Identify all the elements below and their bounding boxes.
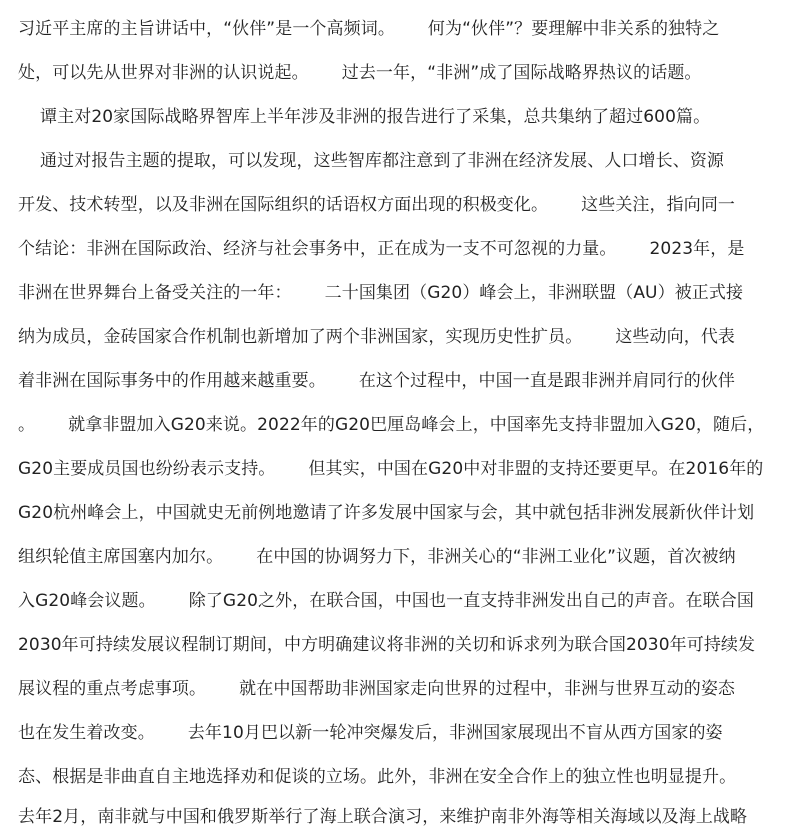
- text-line: 组织轮值主席国塞内加尔。 在中国的协调努力下，非洲关心的“非洲工业化”议题，首次被纳: [18, 547, 736, 567]
- text-line: 2030年可持续发展议程制订期间，中方明确建议将非洲的关切和诉求列为联合国2030年可持续发: [18, 635, 756, 655]
- text-line: 入G20峰会议题。 除了G20之外，在联合国，中国也一直支持非洲发出自己的声音。在联合国: [18, 591, 754, 611]
- text-line: 。 就拿非盟加入G20来说。2022年的G20巴厘岛峰会上，中国率先支持非盟加入G20，随后，: [18, 415, 765, 435]
- text-line: 纳为成员，金砖国家合作机制也新增加了两个非洲国家，实现历史性扩员。 这些动向，代表: [18, 327, 736, 347]
- text-line: G20杭州峰会上，中国就史无前例地邀请了许多发展中国家与会，其中就包括非洲发展新伙伴计划: [18, 503, 755, 523]
- text-line: 着非洲在国际事务中的作用越来越重要。 在这个过程中，中国一直是跟非洲并肩同行的伙伴: [18, 371, 736, 391]
- text-line: 习近平主席的主旨讲话中，“伙伴”是一个高频词。 何为“伙伴”？要理解中非关系的独特之: [18, 19, 720, 39]
- text-line: 展议程的重点考虑事项。 就在中国帮助非洲国家走向世界的过程中，非洲与世界互动的姿态: [18, 679, 736, 699]
- text-line: 个结论：非洲在国际政治、经济与社会事务中，正在成为一支不可忽视的力量。 2023年，是: [18, 239, 745, 259]
- text-line: 非洲在世界舞台上备受关注的一年： 二十国集团（G20）峰会上，非洲联盟（AU）被正式接: [18, 283, 744, 303]
- text-line: 通过对报告主题的提取，可以发现，这些智库都注意到了非洲在经济发展、人口增长、资源: [18, 151, 725, 171]
- text-line: 开发、技术转型，以及非洲在国际组织的话语权方面出现的积极变化。 这些关注，指向同一: [18, 195, 736, 215]
- text-line: 态、根据是非曲直自主地选择劝和促谈的立场。此外，非洲在安全合作上的独立性也明显提升。: [18, 767, 737, 787]
- text-line: 处，可以先从世界对非洲的认识说起。 过去一年，“非洲”成了国际战略界热议的话题。: [18, 63, 702, 83]
- text-line: 也在发生着改变。 去年10月巴以新一轮冲突爆发后，非洲国家展现出不盲从西方国家的姿: [18, 723, 723, 743]
- text-line: 谭主对20家国际战略界智库上半年涉及非洲的报告进行了采集，总共集纳了超过600篇。: [18, 107, 711, 127]
- text-line: G20主要成员国也纷纷表示支持。 但其实，中国在G20中对非盟的支持还要更早。在2016年的: [18, 459, 764, 479]
- text-line: 去年2月，南非就与中国和俄罗斯举行了海上联合演习，来维护南非外海等相关海域以及海上战略: [18, 807, 748, 827]
